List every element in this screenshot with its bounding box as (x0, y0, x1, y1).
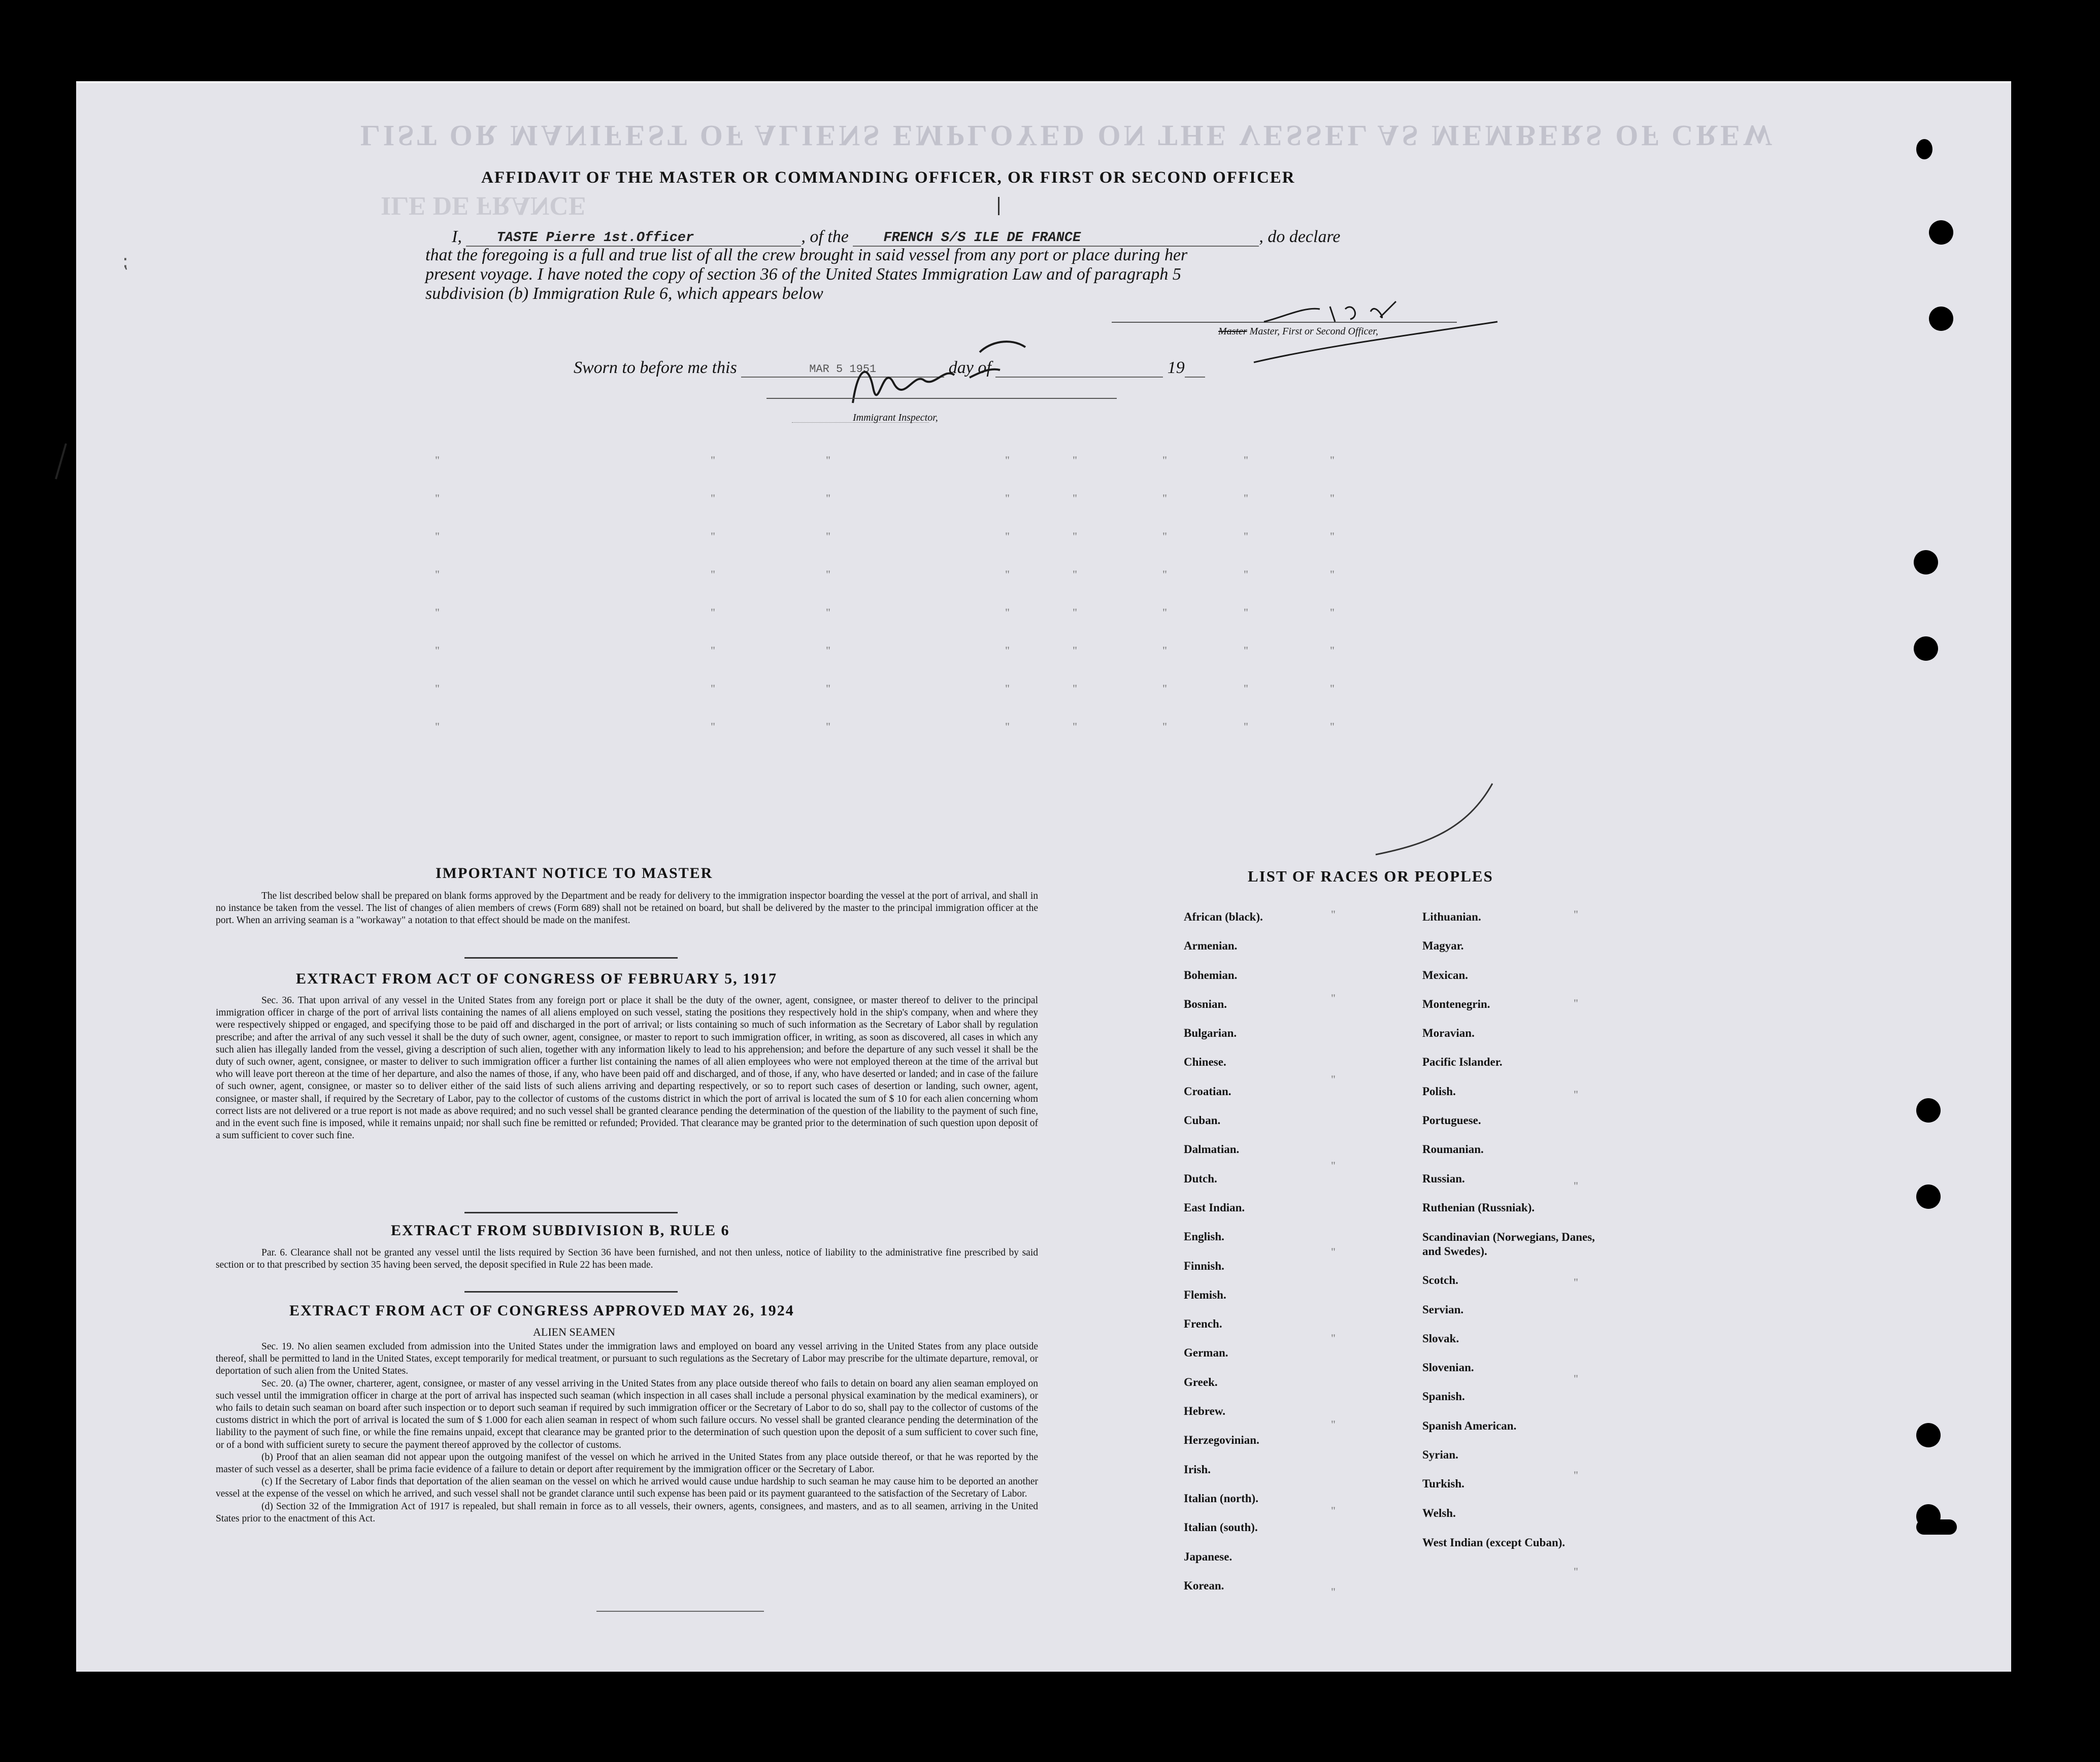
ditto-mark: " (1162, 530, 1167, 543)
ditto-mark: " (435, 682, 440, 695)
race-item: Bohemian. (1184, 968, 1238, 981)
ditto-mark: " (435, 644, 440, 657)
ditto-mark: " (826, 720, 830, 733)
ditto-mark: " (1005, 644, 1010, 657)
race-item: Turkish. (1422, 1477, 1464, 1490)
ditto-mark: " (711, 644, 715, 657)
punch-hole (1929, 307, 1953, 331)
ditto-mark: " (1331, 1332, 1336, 1344)
ditto-mark: " (1574, 1179, 1578, 1192)
vessel-typed: FRENCH S/S ILE DE FRANCE (883, 230, 1081, 246)
declarant-typed: TASTE Pierre 1st.Officer (496, 230, 694, 246)
bleed-through-text-2: ILE DE FRANCE (381, 191, 586, 220)
officer-caption: Master Master, First or Second Officer, (1218, 326, 1378, 337)
ditto-mark: " (1073, 492, 1077, 504)
ditto-mark: " (826, 492, 830, 504)
ditto-mark: " (1331, 1245, 1336, 1258)
ditto-mark: " (1162, 568, 1167, 581)
race-item: Bulgarian. (1184, 1027, 1237, 1040)
race-item: Slovenian. (1422, 1361, 1474, 1374)
section-rule (596, 1611, 764, 1612)
punch-hole (1929, 220, 1953, 245)
race-item: Flemish. (1184, 1288, 1226, 1301)
race-item: Herzegovinian. (1184, 1434, 1259, 1447)
race-item: Magyar. (1422, 939, 1464, 953)
ditto-mark: " (1574, 1565, 1578, 1578)
ditto-mark: " (1162, 454, 1167, 466)
ditto-mark: " (1244, 682, 1248, 695)
ditto-mark: " (1574, 1276, 1578, 1289)
affidavit-line-2: that the foregoing is a full and true list of all the crew brought in said vessel from any port or place during her (425, 246, 1188, 264)
ditto-mark: " (435, 720, 440, 733)
ditto-mark: " (1330, 720, 1335, 733)
race-item: Armenian. (1184, 939, 1238, 953)
ditto-mark: " (1005, 492, 1010, 504)
punch-hole (1914, 550, 1938, 574)
ditto-mark: " (1162, 606, 1167, 619)
races-right-column (1422, 910, 1636, 1565)
section-rule (464, 1291, 678, 1293)
ditto-mark: " (826, 568, 830, 581)
ditto-mark: " (1574, 1372, 1578, 1385)
pen-mark (1365, 773, 1508, 865)
ditto-mark: " (1005, 568, 1010, 581)
ditto-mark: " (1330, 644, 1335, 657)
ditto-mark: " (1574, 1469, 1578, 1481)
ditto-mark: " (711, 682, 715, 695)
race-item: East Indian. (1184, 1201, 1245, 1214)
race-item: Spanish American. (1422, 1419, 1517, 1432)
ditto-mark: " (1162, 682, 1167, 695)
ditto-mark: " (1244, 720, 1248, 733)
race-item: Lithuanian. (1422, 910, 1481, 923)
race-item: Dutch. (1184, 1172, 1217, 1185)
race-item: Italian (north). (1184, 1492, 1258, 1505)
race-item: Dalmatian. (1184, 1143, 1240, 1156)
race-item: Finnish. (1184, 1259, 1224, 1272)
ditto-mark: " (435, 606, 440, 619)
ditto-mark: " (1244, 530, 1248, 543)
section-rule (464, 957, 678, 959)
ditto-mark: " (1073, 454, 1077, 466)
ditto-mark: " (1330, 682, 1335, 695)
ditto-mark: " (1005, 682, 1010, 695)
edge-mark (46, 438, 71, 484)
ditto-mark: " (1162, 492, 1167, 504)
race-item: Pacific Islander. (1422, 1056, 1503, 1069)
ditto-mark: " (1073, 606, 1077, 619)
race-item: Slovak. (1422, 1332, 1459, 1345)
ditto-mark: " (1073, 568, 1077, 581)
ditto-mark: " (1331, 992, 1336, 1004)
ditto-mark: " (1574, 1088, 1578, 1101)
ditto-mark: " (1331, 1504, 1336, 1517)
race-item: Korean. (1184, 1579, 1224, 1592)
ditto-mark: " (1162, 644, 1167, 657)
race-item: Spanish. (1422, 1390, 1465, 1403)
affidavit-line-1: I, TASTE Pierre 1st.Officer , of the FRENCH S/S ILE DE FRANCE , do declare (452, 227, 1341, 246)
ditto-mark: " (711, 530, 715, 543)
center-rule (998, 197, 1002, 215)
race-item: German. (1184, 1346, 1228, 1360)
extract-1917-heading: EXTRACT FROM ACT OF CONGRESS OF FEBRUARY 5, 1917 (296, 970, 778, 987)
race-item: Chinese. (1184, 1056, 1226, 1069)
ditto-mark: " (1574, 997, 1578, 1009)
race-item: African (black). (1184, 910, 1263, 923)
race-item: Bosnian. (1184, 997, 1227, 1010)
affidavit-line-4: subdivision (b) Immigration Rule 6, which appears below (425, 284, 823, 303)
race-item: Italian (south). (1184, 1521, 1258, 1534)
rule6-body: Par. 6. Clearance shall not be granted any vessel until the lists required by Section 36 have been furnished, and not then unless, notice of liability to the administrative fine prescribed by said section or to that prescribed by section 35 having been served, the deposit specified in Rule 22 has been made. (216, 1247, 1038, 1271)
ditto-mark: " (1073, 720, 1077, 733)
race-item: Polish. (1422, 1085, 1456, 1098)
margin-mark: ⁏ (122, 251, 128, 272)
ditto-mark: " (1244, 492, 1248, 504)
ditto-mark: " (1005, 606, 1010, 619)
punch-hole (1916, 139, 1932, 159)
ditto-mark: " (1331, 1073, 1336, 1086)
ditto-mark: " (1330, 606, 1335, 619)
extract-1924-heading: EXTRACT FROM ACT OF CONGRESS APPROVED MAY 26, 1924 (289, 1302, 794, 1319)
race-item: Greek. (1184, 1375, 1218, 1388)
section-rule (464, 1212, 678, 1213)
ditto-mark: " (1073, 644, 1077, 657)
ditto-mark: " (435, 530, 440, 543)
ditto-mark: " (826, 454, 830, 466)
race-item: Welsh. (1422, 1506, 1456, 1519)
ditto-mark: " (1073, 682, 1077, 695)
ditto-mark: " (1331, 908, 1336, 921)
race-item: Cuban. (1184, 1114, 1221, 1127)
race-item: Servian. (1422, 1303, 1464, 1316)
notice-body: The list described below shall be prepared on blank forms approved by the Department and be ready for delivery to the immigration inspector boarding the vessel at the port of arrival, and shall in no instance be taken from the vessel. The list of changes of alien members of crews (Form 689) shall not be retained on board, but shall be delivered by the master to the principal immigration officer at the port. When an arriving seaman is a "workaway" a notation to that effect should be made on the manifest. (216, 891, 1038, 926)
punch-hole (1916, 1184, 1941, 1209)
punch-hole-tear (1916, 1519, 1957, 1535)
extract-1924-body: Sec. 19. No alien seamen excluded from admission into the United States under the immigration laws and employed on board any vessel arriving in the United States from any place outside thereof, shall be permitted to land in the United States, except temporarily for medical treatment, or pursuant to such regulations as the Secretary of Labor may prescribe for the ultimate departure, removal, or deportation of such alien from the United States. Sec. 20. (a) The owner, charterer, agent, consignee, or master of any vessel arriving in the United States from any place outside thereof who fails to detain on board any alien seaman employed on such vessel until the immigration officer in charge at the port of arrival has inspected such seaman (which inspection in all cases shall include a personal physical examination by the medical examiners), or who fails to detain such seaman on board after such inspection or to deport such seaman if required by such immigration officer or the Secretary of Labor to do so, shall pay to the collector of customs of the customs district in which the port of arrival is located the sum of $ 1.000 for each alien seaman in respect of whom such failure occurs. No vessel shall be granted clearance pending the determination of the liability to the payment of such fine, or while the fine remains unpaid, except that clearance may be granted prior to the determination of such question upon the deposit of a sum sufficient to cover such fine, or of a bond with sufficient surety to secure the payment thereof approved by the collector of customs. (b) Proof that an alien seaman did not appear upon the outgoing manifest of the vessel on which he arrived in the United States from any place outside thereof, or that he was reported by the master of such vessel as a deserter, shall be prima facie evidence of a failure to detain or deport after requirement by the immigration officer or the Secretary of Labor. (c) If the Secretary of Labor finds that deportation of the alien seaman on the vessel on which he arrived would cause undue hardship to such seaman he may cause him to be deported an another vessel at the expense of the vessel on which he arrived, and such vessel shall not be grandet clarance until such expense has been paid or its payment guaranteed to the satisfaction of the Secretary of Labor. (d) Section 32 of the Immigration Act of 1917 is repealed, but shall remain in force as to all vessels, their owners, agents, consignees, and masters, and as to all seamen, arriving in the United States prior to the enactment of this Act. (216, 1341, 1038, 1524)
ditto-mark: " (1331, 1585, 1336, 1598)
race-item: Syrian. (1422, 1448, 1458, 1462)
ditto-mark: " (1244, 606, 1248, 619)
race-item: West Indian (except Cuban). (1422, 1536, 1565, 1549)
races-left-column (1184, 910, 1263, 1608)
date-stamp: MAR 5 1951 (809, 363, 877, 376)
race-item: Ruthenian (Russniak). (1422, 1201, 1535, 1214)
race-item: Japanese. (1184, 1550, 1232, 1563)
ditto-mark: " (1331, 1159, 1336, 1172)
ditto-mark: " (1244, 644, 1248, 657)
inspector-caption: Immigrant Inspector, (853, 412, 938, 423)
race-item: Hebrew. (1184, 1405, 1225, 1418)
ditto-mark: " (711, 568, 715, 581)
ditto-mark: " (1330, 454, 1335, 466)
ditto-mark: " (1073, 530, 1077, 543)
ditto-mark: " (1330, 568, 1335, 581)
race-item: Croatian. (1184, 1085, 1231, 1098)
punch-hole (1916, 1098, 1941, 1123)
ditto-mark: " (1330, 530, 1335, 543)
ditto-mark: " (826, 644, 830, 657)
ditto-mark: " (711, 720, 715, 733)
ditto-mark: " (1331, 1418, 1336, 1431)
punch-hole (1916, 1423, 1941, 1447)
race-item: French. (1184, 1317, 1222, 1331)
ditto-mark: " (1005, 530, 1010, 543)
race-item: Mexican. (1422, 968, 1469, 981)
sworn-line: Sworn to before me this MAR 5 1951 day of 19 (574, 357, 1205, 378)
race-item: Irish. (1184, 1463, 1211, 1476)
race-item: Roumanian. (1422, 1143, 1484, 1156)
extract-1917-body: Sec. 36. That upon arrival of any vessel in the United States from any foreign port or place it shall be the duty of the owner, agent, consignee, or master thereof to deliver to the principal immigration officer in charge of the port of arrival lists containing the names of all aliens employed on such vessel, stating the positions they respectively hold in the ship's company, when and where they were respectively shipped or engaged, and specifying those to be paid off and discharged in the port of arrival; or lists containing so much of such information as the Secretary of Labor shall by regulation prescribe; and after the arrival of any such vessel it shall be the duty of such owner, agent, consignee, or master to report to such immigration officer, in writing, as soon as discovered, all cases in which any such alien has illegally landed from the vessel, giving a description of such alien, together with any information likely to lead to his apprehension; and before the departure of any such vessel it shall be the duty of such owner, agent, consignee, or master to deliver to such immigration officer a further list containing the names of all alien employees who were not employed thereon at the time of the arrival but who will leave port thereon at the time of her departure, and also the names of those, if any, who have been paid off and discharged, and of those, if any, who have deserted or landed; and in case of the failure of such owner, agent, consignee, or master so to deliver either of the said lists of such aliens arriving and departing respectively, or so to report such cases of desertion or landing, such owner, agent, consignee, or master shall, if required by the Secretary of Labor, pay to the collector of customs of the customs district in which the port of arrival is located the sum of $ 10 for each alien concerning whom correct lists are not delivered or a true report is not made as above required; and no such vessel shall be granted clearance pending the determination of the question of the liability to the payment of such fine, and in the event such fine is imposed, while it remains unpaid; nor shall such fine be remitted or refunded; Provided. That clearance may be granted prior to the determination of such question upon deposit of a sum sufficient to cover such fine. (216, 995, 1038, 1141)
ditto-mark: " (1574, 908, 1578, 921)
ditto-mark: " (435, 568, 440, 581)
races-heading: LIST OF RACES OR PEOPLES (1248, 867, 1493, 885)
ditto-mark: " (711, 454, 715, 466)
bleed-through-text: LIST OR MANIFEST OF ALIENS EMPLOYED ON THE VESSEL AS MEMBERS OF CREW (360, 119, 1776, 152)
sworn-underline (766, 398, 1117, 399)
affidavit-line-3: present voyage. I have noted the copy of section 36 of the United States Immigration Law and of paragraph 5 (425, 265, 1181, 284)
ditto-mark: " (711, 492, 715, 504)
document-page (76, 81, 2011, 1672)
ditto-mark: " (826, 682, 830, 695)
race-item: Scandinavian (Norwegians, Danes, and Swedes). (1422, 1231, 1595, 1258)
ditto-mark: " (1162, 720, 1167, 733)
ditto-mark: " (826, 606, 830, 619)
ditto-mark: " (826, 530, 830, 543)
ditto-mark: " (1244, 568, 1248, 581)
affidavit-heading: AFFIDAVIT OF THE MASTER OR COMMANDING OFFICER, OR FIRST OR SECOND OFFICER (481, 168, 1295, 187)
notice-heading: IMPORTANT NOTICE TO MASTER (436, 865, 713, 882)
ditto-mark: " (1005, 454, 1010, 466)
race-item: Portuguese. (1422, 1114, 1481, 1127)
ditto-mark: " (1330, 492, 1335, 504)
rule6-heading: EXTRACT FROM SUBDIVISION B, RULE 6 (391, 1222, 730, 1239)
ditto-mark: " (435, 492, 440, 504)
ditto-mark: " (711, 606, 715, 619)
ditto-mark: " (1005, 720, 1010, 733)
race-item: Montenegrin. (1422, 997, 1490, 1010)
race-item: Moravian. (1422, 1027, 1475, 1040)
ditto-mark: " (1244, 454, 1248, 466)
race-item: English. (1184, 1230, 1224, 1243)
extract-1924-subheading: ALIEN SEAMEN (533, 1326, 615, 1338)
race-item: Scotch. (1422, 1274, 1458, 1287)
punch-hole (1914, 636, 1938, 661)
race-item: Russian. (1422, 1172, 1465, 1185)
ditto-mark: " (435, 454, 440, 466)
